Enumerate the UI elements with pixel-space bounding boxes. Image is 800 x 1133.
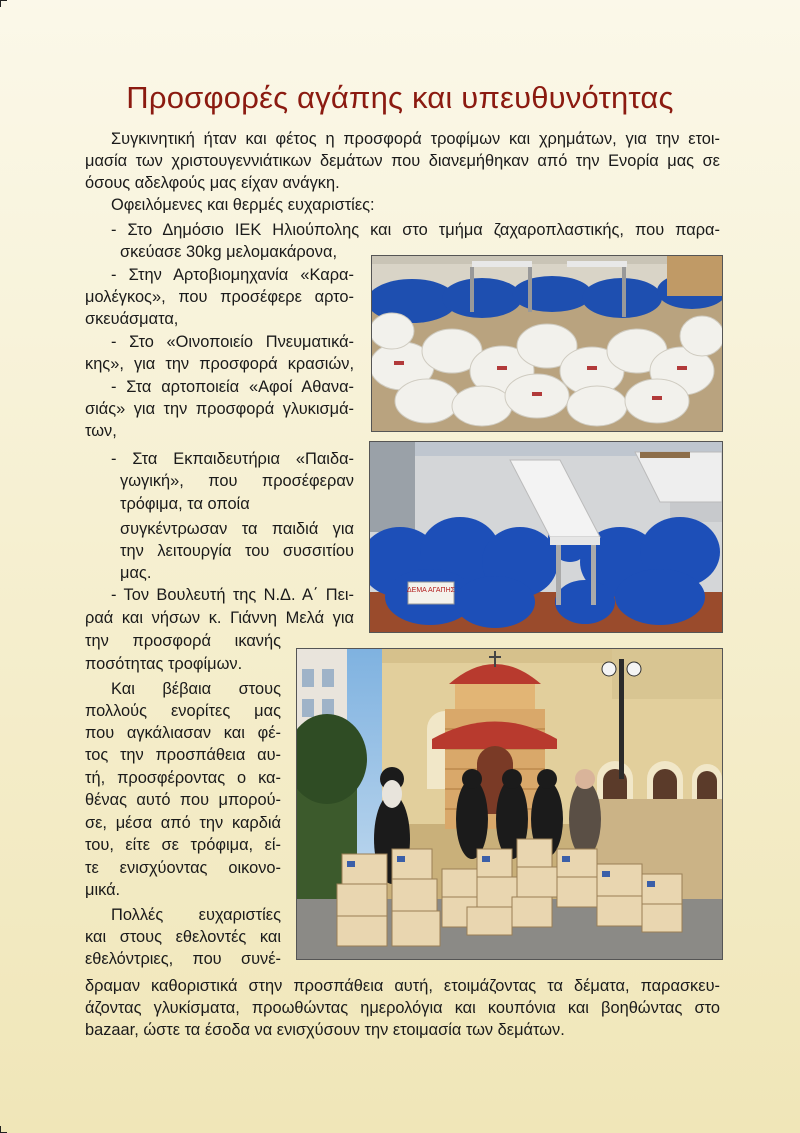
left-line-10: γωγική», που προσέφεραν — [120, 472, 354, 490]
narrow-line-15: εθελόντριες, που συνέ- — [85, 950, 281, 968]
intro-line-2: μασία των χριστουγεννιάτικων δεμάτων που διανεμήθηκαν από την Ενορία μας σε — [85, 152, 720, 170]
left-line-7: σιάς» για την προσφορά γλυκισμά- — [85, 400, 354, 418]
left-line-12: συγκέντρωσαν τα παιδιά για — [120, 520, 354, 538]
bag-label-text: ΔΕΜΑ ΑΓΑΠΗΣ — [406, 587, 456, 594]
narrow-line-10: του, είτε σε τρόφιμα, εί- — [85, 836, 281, 854]
narrow-line-7: τή, προσφέροντας ο κα- — [85, 769, 281, 787]
left-line-13: την λειτουργία του συσσιτίου — [120, 542, 354, 560]
left-line-15: - Τον Βουλευτή της Ν.Δ. Α΄ Πει- — [111, 586, 354, 604]
closing-line-2: άζοντας γλυκίσματα, προωθώντας ημερολόγια και κουπόνια και βοηθώντας στο — [85, 999, 720, 1017]
thanks-heading: Οφειλόμενες και θερμές ευχαριστίες: — [111, 196, 375, 214]
item1-line-1: - Στο Δημόσιο ΙΕΚ Ηλιούπολης και στο τμήμα ζαχαροπλαστικής, που παρα- — [111, 221, 720, 239]
left-line-14: μας. — [120, 564, 152, 582]
left-line-6: - Στα αρτοποιεία «Αφοί Αθανα- — [111, 378, 354, 396]
crop-mark-top — [0, 0, 7, 7]
narrow-line-13: Πολλές ευχαριστίες — [111, 906, 281, 924]
narrow-line-11: τε ενισχύοντας οικονο- — [85, 859, 281, 877]
photo-bags-white — [371, 255, 723, 432]
narrow-line-5: που αγκάλιασαν και φέ- — [85, 724, 281, 742]
narrow-line-12: μικά. — [85, 881, 121, 899]
photo-church-boxes — [296, 648, 723, 960]
left-line-3: σκευάσματα, — [85, 310, 179, 328]
narrow-line-9: σε, μέσα από την καρδιά — [85, 814, 281, 832]
page-title: Προσφορές αγάπης και υπευθυνότητας — [126, 80, 674, 115]
narrow-line-1: την προσφορά ικανής — [85, 632, 281, 650]
left-line-9: - Στα Εκπαιδευτήρια «Παιδα- — [111, 450, 354, 468]
narrow-line-14: και στους εθελοντές και — [85, 928, 281, 946]
left-line-1: - Στην Αρτοβιομηχανία «Καρα- — [111, 266, 354, 284]
closing-line-3: bazaar, ώστε τα έσοδα να ενισχύσουν την ετοιμασία των δεμάτων. — [85, 1021, 565, 1039]
narrow-line-3: Και βέβαια στους — [111, 680, 281, 698]
item1-line-2: σκεύασε 30kg μελομακάρονα, — [120, 243, 337, 261]
crop-mark-bottom — [0, 1126, 7, 1133]
left-line-16: ραά και νήσων κ. Γιάννη Μελά για — [85, 609, 354, 627]
photo-bags-blue — [369, 441, 723, 633]
intro-line-1: Συγκινητική ήταν και φέτος η προσφορά τροφίμων και χρημάτων, για την ετοι- — [111, 130, 720, 148]
narrow-line-4: πολλούς ενορίτες μας — [85, 702, 281, 720]
narrow-line-6: τος την προσπάθεια αυ- — [85, 746, 281, 764]
left-line-8: των, — [85, 422, 117, 440]
closing-line-1: δραμαν καθοριστικά στην προσπάθεια αυτή, ετοιμάζοντας τα δέματα, παρασκευ- — [85, 977, 720, 995]
narrow-line-8: θένας αυτό που μπορού- — [85, 791, 281, 809]
intro-line-3: όσους αδελφούς μας είχαν ανάγκη. — [85, 174, 340, 192]
left-line-5: κης», για την προσφορά κρασιών, — [85, 355, 354, 373]
left-line-11: τρόφιμα, τα οποία — [120, 495, 250, 513]
left-line-4: - Στο «Οινοποιείο Πνευματικά- — [111, 333, 354, 351]
left-line-2: μολέγκος», που προσέφερε αρτο- — [85, 288, 354, 306]
narrow-line-2: ποσότητας τροφίμων. — [85, 655, 243, 673]
